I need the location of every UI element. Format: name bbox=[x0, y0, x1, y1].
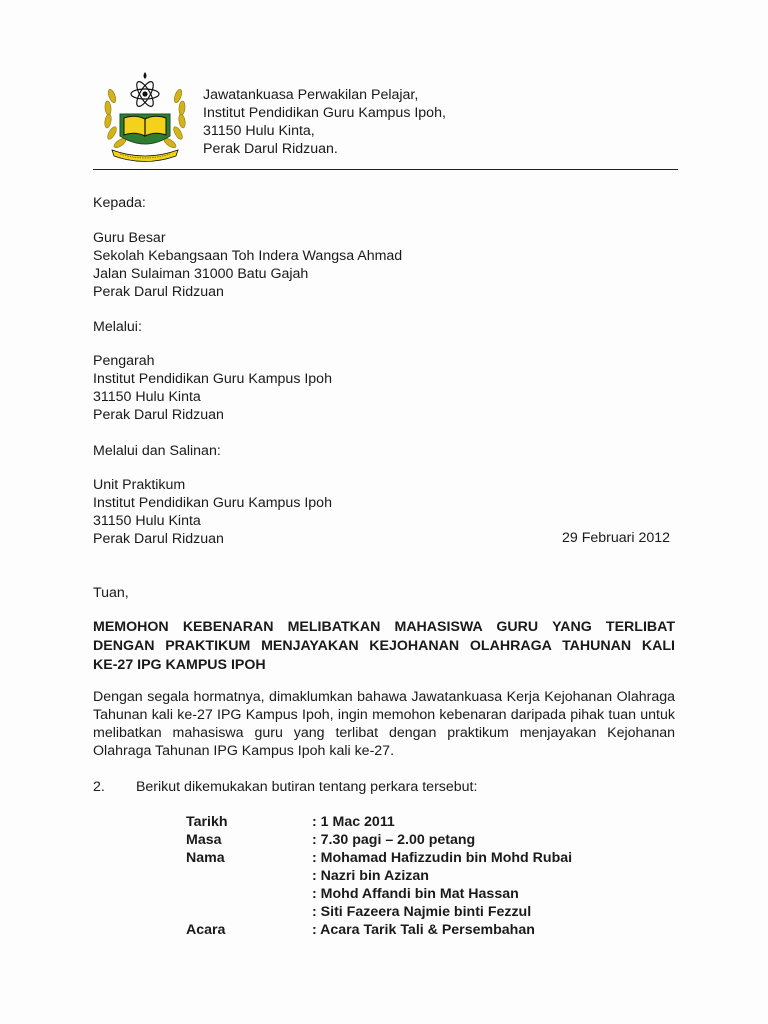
via-address-line: Perak Darul Ridzuan bbox=[93, 407, 224, 423]
recipient-address bbox=[93, 229, 402, 301]
detail-row bbox=[186, 831, 572, 849]
institution-crest-icon bbox=[98, 66, 192, 166]
cc-address-line: Unit Praktikum bbox=[93, 477, 186, 493]
letter-subject bbox=[93, 618, 675, 675]
sender-address-line: Jawatankuasa Perwakilan Pelajar, bbox=[203, 87, 419, 103]
detail-label: Nama bbox=[186, 850, 225, 866]
cc-label: Melalui dan Salinan: bbox=[93, 443, 221, 459]
recipient-address-line: Sekolah Kebangsaan Toh Indera Wangsa Ahmad bbox=[93, 248, 403, 264]
detail-row bbox=[186, 813, 572, 831]
header-divider bbox=[93, 169, 678, 170]
body-line: Olahraga Tahunan IPG Kampus Ipoh kali ke-27. bbox=[93, 743, 395, 759]
recipient-address-line: Perak Darul Ridzuan bbox=[93, 284, 224, 300]
detail-value: : Acara Tarik Tali & Persembahan bbox=[312, 922, 535, 938]
body-line: melibatkan mahasiswa guru yang terlibat dengan praktikum menjayakan Kejohanan bbox=[93, 725, 675, 741]
detail-label bbox=[186, 885, 312, 903]
detail-value: : 7.30 pagi – 2.00 petang bbox=[312, 832, 476, 848]
details-list bbox=[186, 813, 572, 939]
recipient-address-line: Guru Besar bbox=[93, 230, 166, 246]
body-line: Tahunan kali ke-27 IPG Kampus Ipoh, ingin memohon kebenaran daripada pihak tuan untuk bbox=[93, 707, 675, 723]
via-address-line: 31150 Hulu Kinta bbox=[93, 389, 201, 405]
via-label: Melalui: bbox=[93, 319, 142, 335]
detail-value: : Nazri bin Azizan bbox=[312, 868, 429, 884]
sender-address bbox=[203, 86, 446, 158]
sender-address-line: Perak Darul Ridzuan. bbox=[203, 141, 338, 157]
cc-address-line: Perak Darul Ridzuan bbox=[93, 531, 224, 547]
detail-value: : Mohd Affandi bin Mat Hassan bbox=[312, 886, 519, 902]
detail-row bbox=[186, 903, 572, 921]
detail-row bbox=[186, 885, 572, 903]
recipient-label: Kepada: bbox=[93, 195, 146, 211]
recipient-address-line: Jalan Sulaiman 31000 Batu Gajah bbox=[93, 266, 309, 282]
cc-address bbox=[93, 476, 332, 548]
recipient-label-block bbox=[93, 194, 146, 212]
sender-address-line: Institut Pendidikan Guru Kampus Ipoh, bbox=[203, 105, 446, 121]
detail-label: Acara bbox=[186, 922, 226, 938]
detail-row bbox=[186, 849, 572, 867]
subject-line: KE-27 IPG KAMPUS IPOH bbox=[93, 657, 266, 673]
via-address-line: Institut Pendidikan Guru Kampus Ipoh bbox=[93, 371, 332, 387]
letter-date: 29 Februari 2012 bbox=[562, 530, 671, 546]
detail-value: : Mohamad Hafizzudin bin Mohd Rubai bbox=[312, 850, 573, 866]
subject-line: DENGAN PRAKTIKUM MENJAYAKAN KEJOHANAN OLAHRAGA TAHUNAN KALI bbox=[93, 638, 675, 654]
body-paragraph bbox=[93, 688, 675, 760]
numbered-item bbox=[93, 779, 477, 795]
cc-address-line: Institut Pendidikan Guru Kampus Ipoh bbox=[93, 495, 332, 511]
detail-row bbox=[186, 921, 572, 939]
cc-address-line: 31150 Hulu Kinta bbox=[93, 513, 201, 529]
detail-value: : 1 Mac 2011 bbox=[312, 814, 395, 830]
via-label-block bbox=[93, 318, 142, 336]
detail-value: : Siti Fazeera Najmie binti Fezzul bbox=[312, 904, 532, 920]
salutation-block bbox=[93, 584, 129, 602]
detail-label bbox=[186, 903, 312, 921]
detail-label: Tarikh bbox=[186, 814, 228, 830]
detail-label: Masa bbox=[186, 832, 222, 848]
salutation: Tuan, bbox=[93, 585, 129, 601]
cc-label-block bbox=[93, 442, 221, 460]
detail-row bbox=[186, 867, 572, 885]
item-text: Berikut dikemukakan butiran tentang perkara tersebut: bbox=[135, 779, 478, 795]
sender-address-line: 31150 Hulu Kinta, bbox=[203, 123, 315, 139]
item-number: 2. bbox=[93, 779, 105, 795]
detail-label bbox=[186, 867, 312, 885]
via-address bbox=[93, 352, 332, 424]
subject-line: MEMOHON KEBENARAN MELIBATKAN MAHASISWA GURU YANG TERLIBAT bbox=[93, 619, 675, 635]
via-address-line: Pengarah bbox=[93, 353, 155, 369]
body-line: Dengan segala hormatnya, dimaklumkan bahawa Jawatankuasa Kerja Kejohanan Olahraga bbox=[93, 689, 675, 705]
